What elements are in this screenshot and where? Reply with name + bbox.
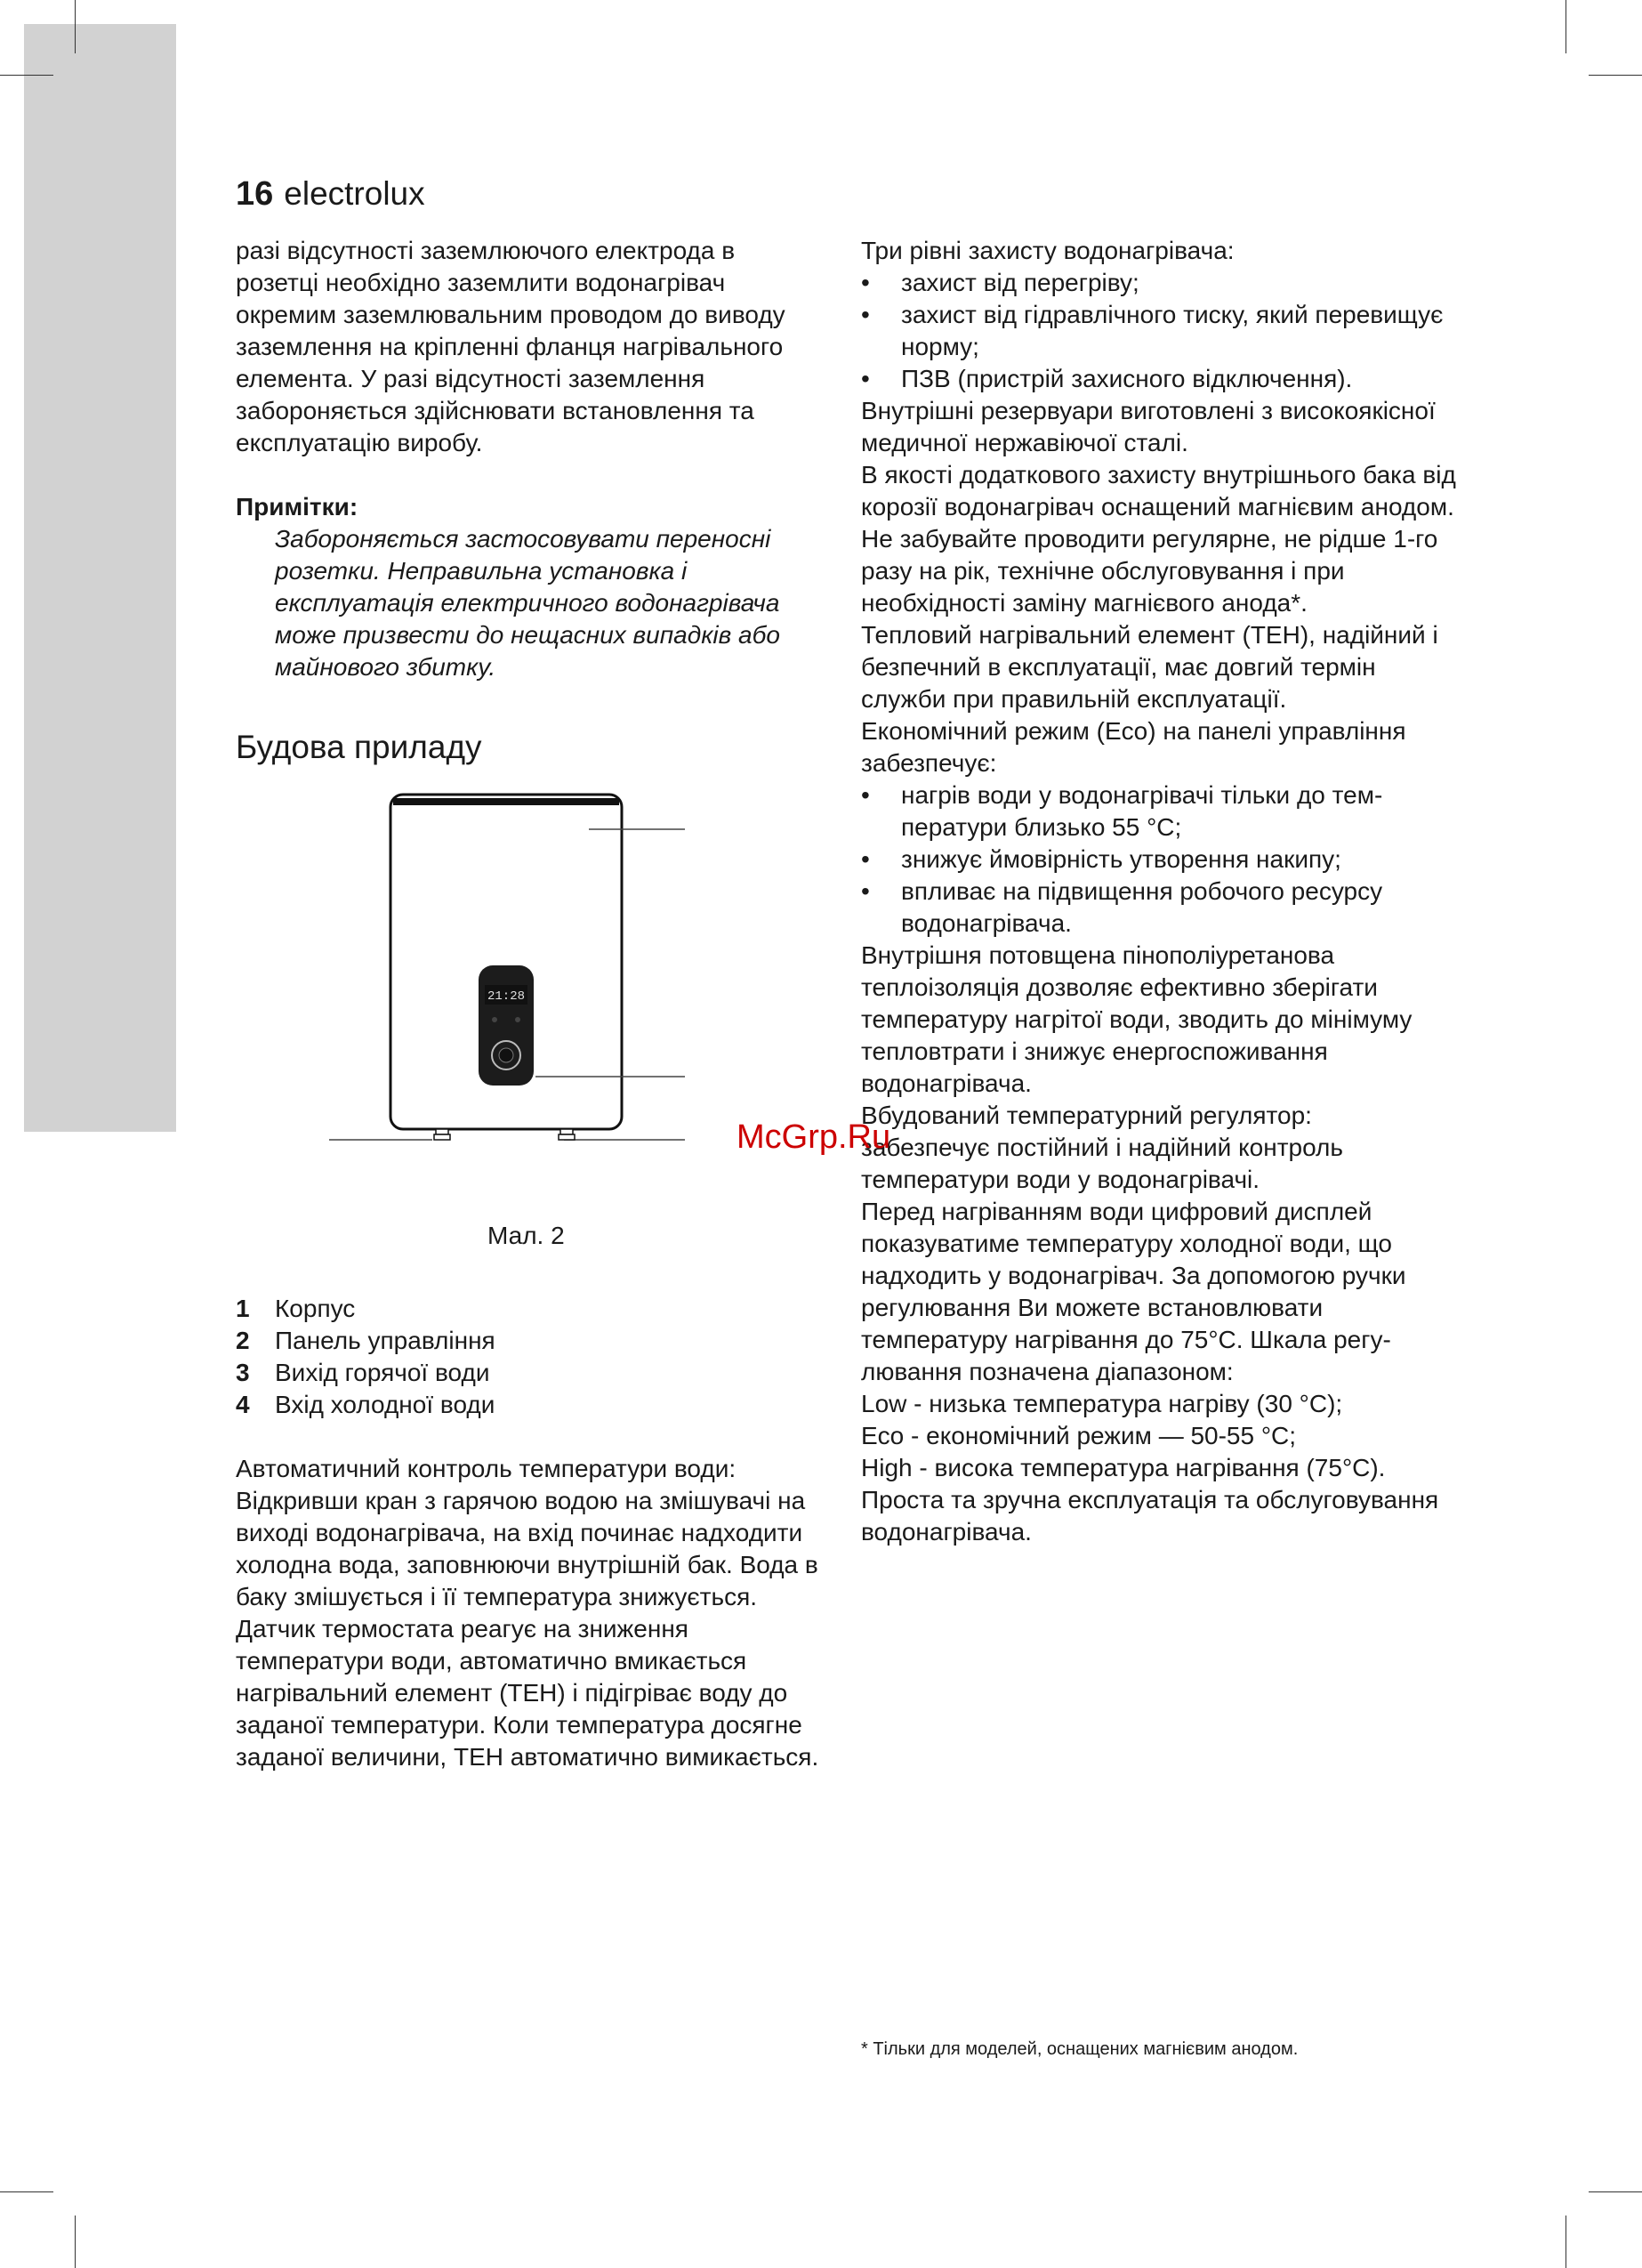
section-title: Будова приладу xyxy=(236,729,482,765)
note-body: Забороняється застосовувати переносні розетки. Неправильна установка і експлуатація електричного водонагрівача може призвести до нещасних випадків або майнового збитку. xyxy=(275,525,780,681)
parts-legend xyxy=(236,1293,495,1421)
insulation-paragraph: Внутрішня потовщена пінополіуретанова теплоізоляція дозволяє ефективно зберігати температуру нагрітої води, зводить до мінімуму тепловтрати і знижує енергоспоживання водонагрівача. xyxy=(861,941,1413,1097)
regulator-title: Вбудований температурний регулятор: xyxy=(861,1102,1312,1129)
mode-low: Low - низька температура нагріву (30 °С); xyxy=(861,1390,1343,1417)
crop-mark xyxy=(1589,75,1642,76)
anode-paragraph: В якості додаткового захисту внутрішнього бака від корозії водонагрівач оснащений магнієвим анодом. Не забувайте проводити регулярне, не рідше 1-го разу на рік, технічне обслуговування і при необхідності заміну магнієвого анода*. xyxy=(861,461,1456,617)
legend-item xyxy=(236,1325,495,1357)
side-gray-band xyxy=(24,24,176,1132)
mode-high: High - висока температура нагрівання (75°С). xyxy=(861,1454,1386,1481)
heater-paragraph: Тепловий нагрівальний елемент (ТЕН), надійний і безпечний в експлуатації, має довгий термін служби при правильній експлуатації. xyxy=(861,621,1438,713)
legend-item xyxy=(236,1357,495,1389)
crop-mark xyxy=(75,2216,76,2268)
cold-water-inlet-nut xyxy=(559,1134,575,1140)
legend-item xyxy=(236,1293,495,1325)
page-header xyxy=(236,174,425,214)
auto-control-section xyxy=(236,1453,823,1773)
control-knob-center xyxy=(499,1048,513,1062)
protection-item: • ПЗВ (пристрій захисного відключення). xyxy=(861,363,1457,395)
note-title: Примітки: xyxy=(236,493,358,521)
display-paragraph: Перед нагріванням води цифровий дисплей показуватиме температуру холодної води, що надходить у водонагрівач. За допомогою ручки регулювання Ви можете встановлювати температуру нагрівання до 75°С. Шкала регулювання позначена діапазоном: xyxy=(861,1198,1406,1385)
water-heater-diagram xyxy=(329,787,694,1143)
hot-water-outlet xyxy=(436,1129,448,1134)
auto-control-title: Автоматичний контроль температури води: xyxy=(236,1455,736,1482)
indicator-light xyxy=(492,1017,497,1022)
legend-number: 1 xyxy=(236,1295,250,1322)
crop-mark xyxy=(0,2191,53,2192)
legend-label: Вихід горячої води xyxy=(275,1359,490,1386)
legend-item xyxy=(236,1389,495,1421)
regulator-paragraph: забезпечує постійний і надійний контроль температури води у водонагрівачі. xyxy=(861,1134,1343,1193)
footnote: * Тільки для моделей, оснащених магнієвим анодом. xyxy=(861,2039,1299,2059)
legend-label: Вхід холодної води xyxy=(275,1391,495,1418)
closing-paragraph: Проста та зручна експлуатація та обслуговування водонагрівача. xyxy=(861,1486,1439,1546)
crop-mark xyxy=(75,0,76,53)
display-time: 21:28 xyxy=(487,989,526,1004)
auto-control-body: Відкривши кран з гарячою водою на змішувачі на виході водонагрівача, на вхід починає надходити холодна вода, заповнюючи внутрішній бак. Вода в баку змішується і її температура знижується. Датчик термостата реагує на зниження температури води, автоматично вмикається нагрівальний елемент (ТЕН) і підігріває воду до заданої температури. Коли температура досягне заданої величини, ТЕН автоматично вимикається. xyxy=(236,1487,819,1771)
eco-item: • нагрів води у водонагрівачі тільки до температури близько 55 °С; xyxy=(861,779,1457,843)
legend-label: Панель управління xyxy=(275,1327,495,1354)
left-column xyxy=(236,235,823,785)
protection-item: • захист від гідравлічного тиску, який перевищує норму; xyxy=(861,299,1457,363)
right-column xyxy=(861,235,1457,1548)
hot-water-outlet-nut xyxy=(434,1134,450,1140)
legend-label: Корпус xyxy=(275,1295,356,1322)
legend-number: 2 xyxy=(236,1327,250,1354)
eco-title: Економічний режим (Eco) на панелі управління забезпечує: xyxy=(861,717,1406,777)
intro-paragraph: разі відсутності заземлюючого електрода в розетці необхідно заземлити водонагрівач окремим заземлювальним проводом до виводу заземлення на кріпленні фланця нагрівального елемента. У разі відсутності заземлення забороняється здійснювати встановлення та експлуатацію виробу. xyxy=(236,237,785,456)
crop-mark xyxy=(0,75,53,76)
indicator-light xyxy=(515,1017,520,1022)
watermark: McGrp.Ru xyxy=(736,1118,891,1156)
cold-water-inlet xyxy=(560,1129,573,1134)
crop-mark xyxy=(1589,2191,1642,2192)
protection-item: • захист від перегріву; xyxy=(861,267,1457,299)
mode-eco: Eco - економічний режим — 50-55 °С; xyxy=(861,1422,1297,1449)
eco-item: • впливає на підвищення робочого ресурсу водонагрівача. xyxy=(861,876,1457,940)
tanks-paragraph: Внутрішні резервуари виготовлені з високоякісної медичної нержавіючої сталі. xyxy=(861,397,1436,456)
eco-item: • знижує ймовірність утворення накипу; xyxy=(861,843,1457,876)
legend-number: 3 xyxy=(236,1359,250,1386)
brand-name: electrolux xyxy=(284,175,425,212)
protection-title: Три рівні захисту водонагрівача: xyxy=(861,237,1235,264)
figure-caption: Мал. 2 xyxy=(487,1222,565,1249)
legend-number: 4 xyxy=(236,1391,250,1418)
page-number: 16 xyxy=(236,175,274,213)
